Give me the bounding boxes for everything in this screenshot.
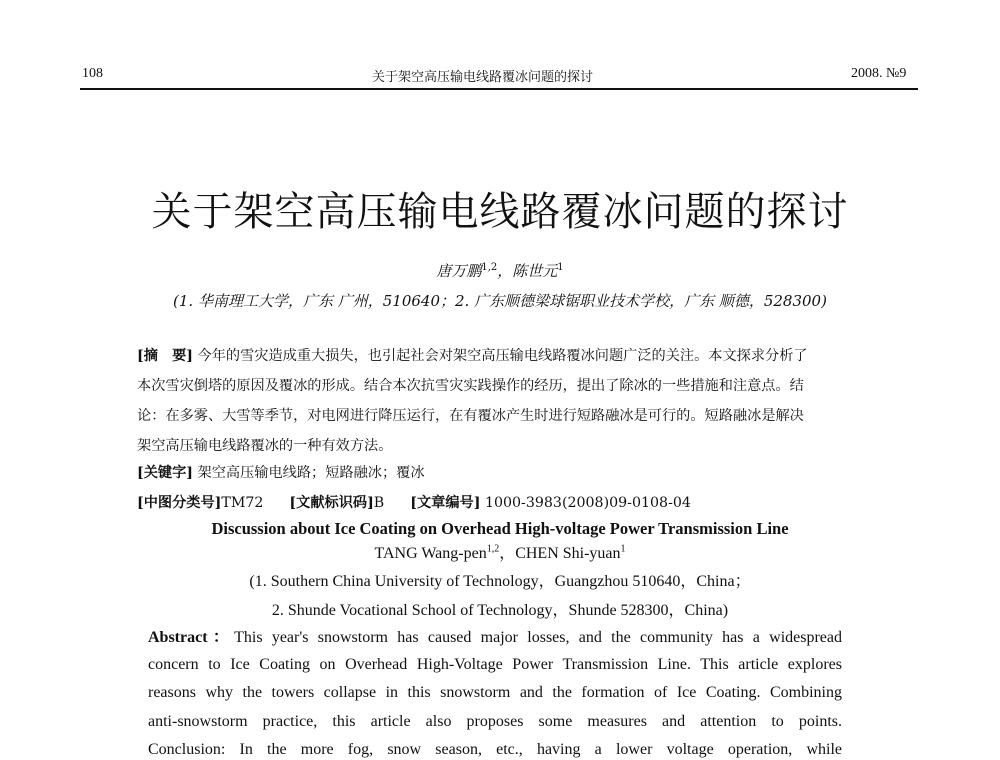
author-1-affil-mark-en: 1,2 [486,543,500,555]
abstract-cn-text: 今年的雪灾造成重大损失，也引起社会对架空高压输电线路覆冰问题广泛的关注。本文探求分析了 [197,348,808,364]
author-2-affil-mark-en: 1 [620,543,626,555]
affiliation-cn: (1. 华南理工大学，广东 广州，510640；2. 广东顺德梁球锯职业技术学校，广东 顺德，528300) [173,292,827,310]
abstract-en-line: reasons why the towers collapse in this snowstorm and the formation of Ice Coating. Combining [148,684,842,701]
affiliation-en-1: (1. Southern China University of Technology，Guangzhou 510640，China； [249,573,751,590]
author-separator: ， [497,262,513,280]
keywords-value: 架空高压输电线路；短路融冰；覆冰 [197,465,425,481]
clc-label: [中图分类号] [137,495,222,511]
authors-cn [0,260,1000,281]
page-number: 108 [82,66,103,81]
abstract-en-line: Conclusion: In the more fog, snow season, etc., having a lower voltage operation, while [148,741,842,758]
keywords-label: [关键字] [137,465,193,481]
author-1-affil-mark: 1,2 [481,262,498,273]
abstract-cn-line: 架空高压输电线路覆冰的一种有效方法。 [137,438,393,454]
keywords [137,462,425,482]
author-1-name-en: TANG Wang-pen [374,545,487,562]
abstract-cn-line: 论：在多雾、大雪等季节，对电网进行降压运行，在有覆冰产生时进行短路融冰是可行的。短路融冰是解决 [137,408,804,424]
affiliation-en-2: 2. Shunde Vocational School of Technology，Shunde 528300，China) [271,602,729,619]
classification-line [137,492,691,512]
abstract-en-line: concern to Ice Coating on Overhead High-Voltage Power Transmission Line. This article explores [148,656,842,673]
doc-code-label: [文献标识码] [289,495,374,511]
abstract-cn-label: [摘 要] [137,348,193,364]
article-number-value: 1000-3983(2008)09-0108-04 [484,495,691,511]
article-number-label: [文章编号] [410,495,481,511]
abstract-cn-line: 本次雪灾倒塔的原因及覆冰的形成。结合本次抗雪灾实践操作的经历，提出了除冰的一些措施和注意点。结 [137,378,804,394]
paper-title: 关于架空高压输电线路覆冰问题的探讨 [151,189,849,235]
header-rule [80,88,918,90]
abstract-cn-line [137,345,808,365]
author-separator-en: ， [499,545,516,562]
running-title: 关于架空高压输电线路覆冰问题的探讨 [372,70,594,85]
abstract-en-text: This year's snowstorm has caused major losses, and the community has a widespread [234,629,842,646]
abstract-en-line: anti-snowstorm practice, this article also proposes some measures and attention to points. [148,713,842,730]
clc-value: TM72 [221,495,264,511]
authors-en [0,540,1000,563]
paper-title-en: Discussion about Ice Coating on Overhead High-voltage Power Transmission Line [211,519,789,538]
abstract-en-label: Abstract： [148,629,235,646]
author-1-name: 唐万鹏 [436,262,482,280]
abstract-en-line [148,624,842,647]
author-2-name: 陈世元 [512,262,558,280]
issue-number: 2008. №9 [851,66,907,81]
author-2-affil-mark: 1 [557,262,564,273]
doc-code-value: B [373,495,385,511]
author-2-name-en: CHEN Shi-yuan [515,545,621,562]
